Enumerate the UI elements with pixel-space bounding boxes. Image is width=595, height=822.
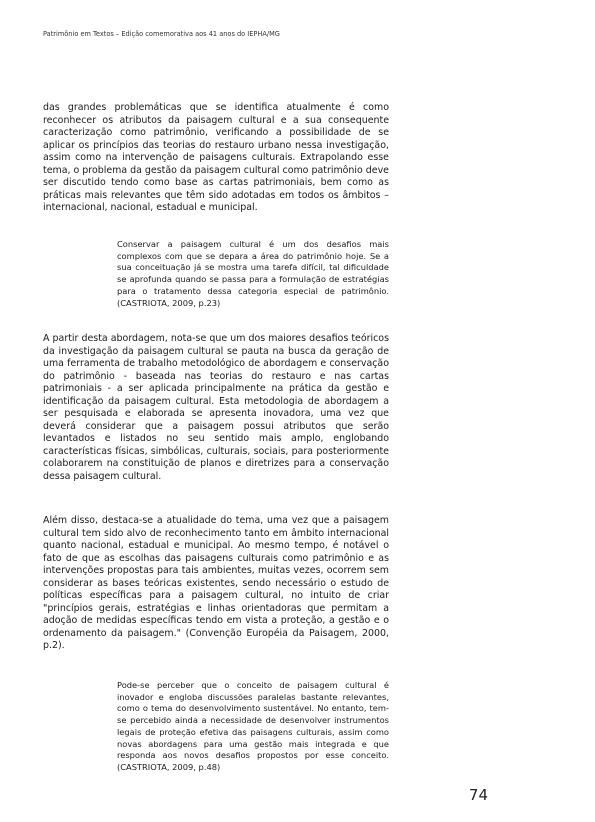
body-paragraph-1: das grandes problemáticas que se identifica atualmente é como reconhecer os atributos da paisagem cultural e a sua consequente caracterização como patrimônio, verificando a possibilidade de se aplicar os princípios das teorias do restauro urbano nessa investigação, assim como na intervenção de paisagens culturais. Extrapolando esse tema, o problema da gestão da paisagem cultural como patrimônio deve ser discutido tendo como base as cartas patrimoniais, bem como as práticas mais relevantes que têm sido adotadas em todos os âmbitos – internacional, nacional, estadual e municipal. [43, 102, 389, 214]
body-paragraph-2: A partir desta abordagem, nota-se que um dos maiores desafios teóricos da investigação da paisagem cultural se pauta na busca da geração de uma ferramenta de trabalho metodológico de abordagem e conservação do patrimônio - baseada nas teorias do restauro e nas cartas patrimoniais - a ser aplicada principalmente na prática da gestão e identificação da paisagem cultural. Esta metodologia de abordagem a ser pesquisada e elaborada se apresenta inovadora, uma vez que deverá considerar que a paisagem possui atributos que serão levantados e listados no seu sentido mais amplo, englobando características físicas, simbólicas, culturais, sociais, para posteriormente colaborarem na constituição de planos e diretrizes para a conservação dessa paisagem cultural. [43, 333, 389, 483]
body-paragraph-3: Além disso, destaca-se a atualidade do tema, uma vez que a paisagem cultural tem sido alvo de reconhecimento tanto em âmbito internacional quanto nacional, estadual e municipal. Ao mesmo tempo, é notável o fato de que as escolhas das paisagens culturais como patrimônio e as intervenções propostas para tais ambientes, muitas vezes, ocorrem sem considerar as bases teóricas existentes, sendo necessário o estudo de políticas específicas para a paisagem cultural, no intuito de criar "princípios gerais, estratégias e linhas orientadoras que permitam a adoção de medidas específicas tendo em vista a proteção, a gestão e o ordenamento da paisagem." (Convenção Européia da Paisagem, 2000, p.2). [43, 515, 389, 652]
block-quote-1: Conservar a paisagem cultural é um dos desafios mais complexos com que se depara a área do patrimônio hoje. Se a sua conceituação já se mostra uma tarefa difícil, tal dificuldade se aprofunda quando se passa para a formulação de estratégias para o tratamento dessa categoria especial de patrimônio. (CASTRIOTA, 2009, p.23) [117, 239, 389, 308]
block-quote-2: Pode-se perceber que o conceito de paisagem cultural é inovador e engloba discussões paralelas bastante relevantes, como o tema do desenvolvimento sustentável. No entanto, tem-se percebido ainda a necessidade de desenvolver instrumentos legais de proteção efetiva das paisagens culturais, assim como novas abordagens para uma gestão mais integrada e que responda aos novos desafios propostos por esse conceito. (CASTRIOTA, 2009, p.48) [117, 680, 389, 772]
running-header: Patrimônio em Textos – Edição comemorativa aos 41 anos do IEPHA/MG [43, 30, 280, 38]
page-number: 74 [468, 786, 488, 804]
